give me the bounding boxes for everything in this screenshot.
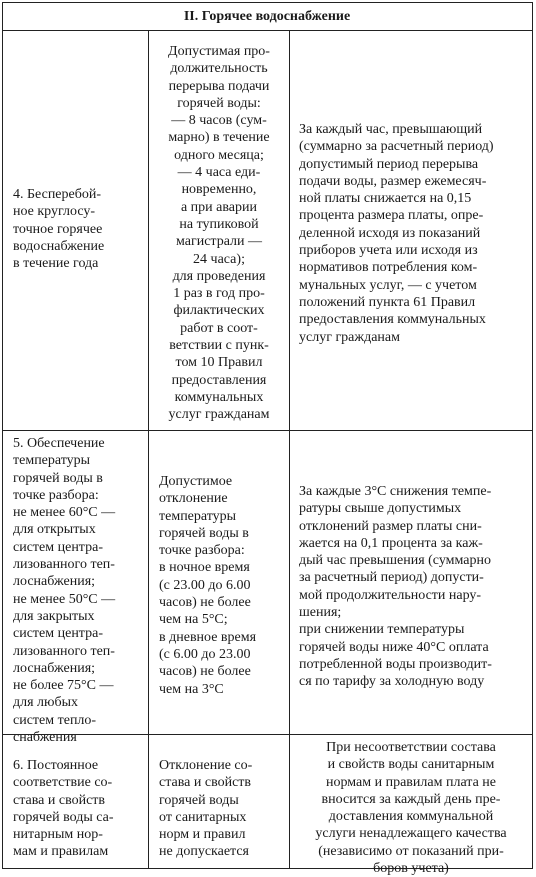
row-6-payment: При несоответствии состава и свойств воды санитарным нормам и правилам плата не вносится за каждый день пре- доставления коммунальной услуги ненадлежащего качества (независимо от показаний при- боров учета) (315, 740, 507, 877)
row-6-indicator: 6. Постоянное соответствие со- става и свойств горячей воды са- нитарным нор- мам и правилам (13, 758, 114, 860)
row-4-tolerance: Допустимая про- должительность перерыва подачи горячей воды: — 8 часов (сум- марно) в течение одного месяца; — 4 часа еди- новременно, а при аварии на тупиковой магистрали — 24 часа); для проведения 1 раз в год про- филактических работ в соот- ветствии с пунк- том 10 Правил предоставления коммунальных услуг гражданам (168, 44, 270, 423)
row-5-indicator: 5. Обеспечение температуры горячей воды в точке разбора: не менее 60°C — для открытых систем центра- лизованного теп- лоснабжения; не менее 50°C — для закрытых систем центра- лизованного теп- лоснабжения; не более 75°C — для любых систем тепло- снабжения (13, 436, 116, 746)
regulation-table (2, 2, 533, 877)
column-divider (148, 31, 149, 868)
divider (3, 430, 532, 431)
row-4-payment: За каждый час, превышающий (суммарно за расчетный период) допустимый период перерыва подачи воды, размер ежемесяч- ной платы снижается на 0,15 процента размера платы, опре- деленной исходя из показаний приборов учета или исходя из нормативов потребления ком- мунальных услуг, — с учетом положений пункта 61 Правил предоставления коммунальных услуг гражданам (299, 122, 494, 345)
row-6-tolerance: Отклонение со- става и свойств горячей воды от санитарных норм и правил не допускается (159, 758, 253, 860)
row-5-tolerance: Допустимое отклонение температуры горячей воды в точке разбора: в ночное время (с 23.00 до 6.00 часов) не более чем на 5°C; в дневное время (с 6.00 до 23.00 часов) не более чем на 3°C (159, 474, 257, 697)
section-title: II. Горячее водоснабжение (183, 9, 351, 24)
row-4-indicator: 4. Бесперебой- ное круглосу- точное горячее водоснабжение в течение года (13, 187, 105, 272)
row-5-payment: За каждые 3°C снижения темпе- ратуры свыше допустимых отклонений размер платы сни- жается на 0,1 процента за каж- дый час превышения (суммарно за расчетный период) допусти- мой продолжительности нару- шения; при снижении температуры горячей воды ниже 40°C оплата потребленной воды производит- ся по тарифу за холодную воду (299, 484, 492, 690)
divider (3, 30, 532, 31)
column-divider (289, 31, 290, 868)
divider (3, 734, 532, 735)
